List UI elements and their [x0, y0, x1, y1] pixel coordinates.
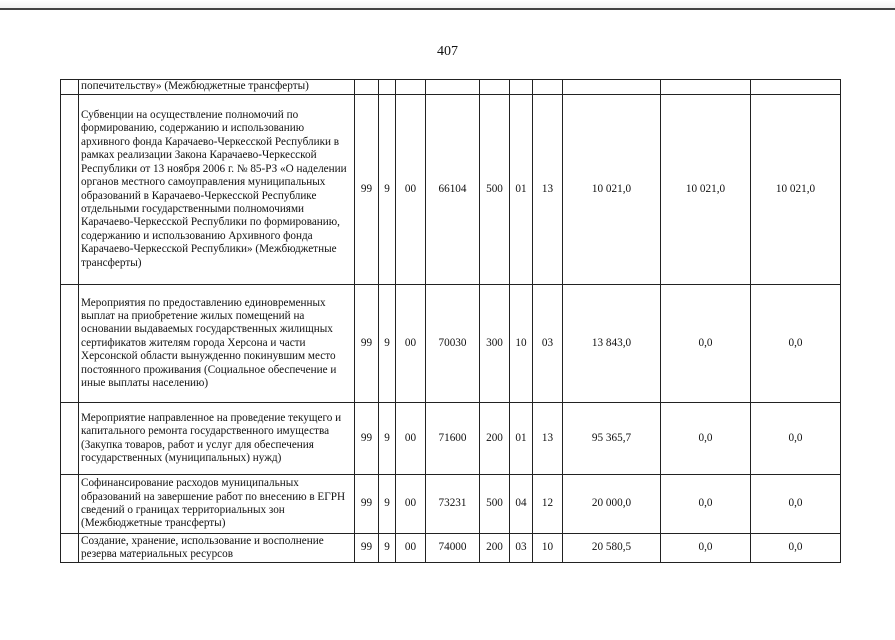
- table-cell-section: 01: [510, 403, 533, 475]
- table-cell-description: Мероприятия по предоставлению единовременных выплат на приобретение жилых помещений на основании выдаваемых государственных жилищных сертификатов жителям города Херсона и части Херсонской области вынужденно покинувшим место постоянного проживания (Социальное обеспечение и иные выплаты населению): [79, 285, 355, 403]
- table-cell-amount-year1: 20 580,5: [563, 534, 661, 563]
- table-cell-code: 70030: [426, 285, 480, 403]
- scan-top-edge: [0, 0, 895, 10]
- table-cell-amount-year2: 0,0: [661, 475, 751, 534]
- table-cell-section: 03: [510, 534, 533, 563]
- budget-table: [60, 79, 841, 563]
- table-cell-code: 74000: [426, 534, 480, 563]
- table-cell-amount-year1: 20 000,0: [563, 475, 661, 534]
- table-row: [61, 534, 841, 563]
- table-cell-subsection: 12: [533, 475, 563, 534]
- table-cell-amount-year3: 10 021,0: [751, 95, 841, 285]
- table-cell-subsection: 13: [533, 95, 563, 285]
- table-cell-amount-year3: 0,0: [751, 475, 841, 534]
- table-cell-amount-year1: 10 021,0: [563, 95, 661, 285]
- table-cell-expense-type: 300: [480, 285, 510, 403]
- table-cell-expense-type: 200: [480, 534, 510, 563]
- table-row: [61, 95, 841, 285]
- table-cell-section: 01: [510, 95, 533, 285]
- table-cell-amount-year3: 0,0: [751, 285, 841, 403]
- table-cell-program: 99: [355, 475, 379, 534]
- table-cell-expense-type: 500: [480, 475, 510, 534]
- table-cell-amount-year2: 0,0: [661, 285, 751, 403]
- table-cell-direction: 00: [396, 403, 426, 475]
- table-row: [61, 403, 841, 475]
- table-cell-amount-year2: 10 021,0: [661, 95, 751, 285]
- table-cell-direction: 00: [396, 534, 426, 563]
- page-number: 407: [437, 44, 458, 59]
- table-cell-code: 73231: [426, 475, 480, 534]
- table-row: [61, 285, 841, 403]
- table-cell-code: 66104: [426, 95, 480, 285]
- table-cell-code: 71600: [426, 403, 480, 475]
- table-cell-expense-type: 500: [480, 95, 510, 285]
- table-cell-subprogram: 9: [379, 95, 396, 285]
- table-cell-description: Субвенции на осуществление полномочий по формированию, содержанию и использованию архивного фонда Карачаево-Черкесской Республики в рамках реализации Закона Карачаево-Черкесской Республики от 13 ноября 2006 г. № 85-РЗ «О наделении органов местного самоуправления муниципальных образований в Карачаево-Черкесской Республике отдельными государственными полномочиями Карачаево-Черкесской Республики по формированию, содержанию и использованию Архивного фонда Карачаево-Черкесской Республики» (Межбюджетные трансферты): [79, 95, 355, 285]
- table-cell-subsection: 13: [533, 403, 563, 475]
- table-cell-expense-type: 200: [480, 403, 510, 475]
- table-cell-amount-year3: 0,0: [751, 403, 841, 475]
- table-cell-amount-year1: 95 365,7: [563, 403, 661, 475]
- table-cell-program: 99: [355, 534, 379, 563]
- table-cell-section: 10: [510, 285, 533, 403]
- table-cell-amount-year3: 0,0: [751, 534, 841, 563]
- table-cell-subsection: 03: [533, 285, 563, 403]
- table-cell-subprogram: 9: [379, 475, 396, 534]
- table-cell-amount-year1: 13 843,0: [563, 285, 661, 403]
- table-cell-amount-year2: 0,0: [661, 534, 751, 563]
- table-cell-description: Создание, хранение, использование и восполнение резерва материальных ресурсов: [79, 534, 355, 563]
- table-row: [61, 475, 841, 534]
- table-cell-direction: 00: [396, 475, 426, 534]
- table-cell-subsection: 10: [533, 534, 563, 563]
- table-cell-index: [61, 80, 79, 95]
- table-cell-program: 99: [355, 95, 379, 285]
- table-cell-subprogram: 9: [379, 285, 396, 403]
- table-cell-direction: 00: [396, 95, 426, 285]
- table-cell-program: 99: [355, 403, 379, 475]
- table-cell-description: попечительству» (Межбюджетные трансферты): [79, 80, 355, 95]
- table-cell-description: Мероприятие направленное на проведение текущего и капитального ремонта государственного имущества (Закупка товаров, работ и услуг для обеспечения государственных (муниципальных) нужд): [79, 403, 355, 475]
- table-cell-program: 99: [355, 285, 379, 403]
- table-cell-amount-year2: 0,0: [661, 403, 751, 475]
- table-row-continuation: [61, 80, 841, 95]
- table-cell-subprogram: 9: [379, 534, 396, 563]
- table-cell-subprogram: 9: [379, 403, 396, 475]
- table-cell-direction: 00: [396, 285, 426, 403]
- table-cell-section: 04: [510, 475, 533, 534]
- table-cell-description: Софинансирование расходов муниципальных образований на завершение работ по внесению в ЕГРН сведений о границах территориальных зон (Межбюджетные трансферты): [79, 475, 355, 534]
